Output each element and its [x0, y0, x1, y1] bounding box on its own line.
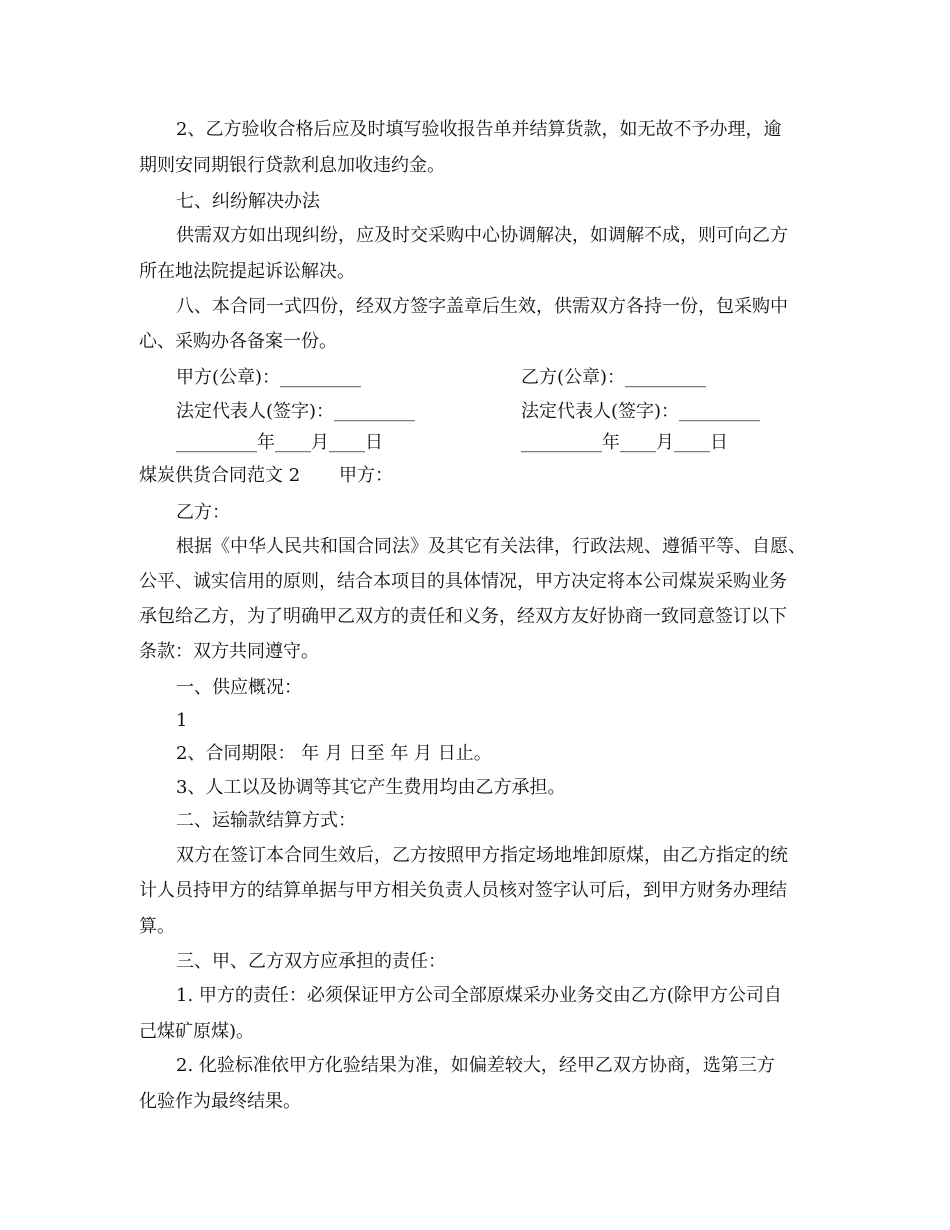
heading-settlement: 二、运输款结算方式：	[176, 810, 356, 831]
settlement-line3: 算。	[139, 916, 175, 937]
intro-line1: 根据《中华人民共和国合同法》及其它有关法律，行政法规、遵循平等、自愿、	[176, 536, 806, 557]
paragraph-copies-line1: 八、本合同一式四份，经双方签字盖章后生效，供需双方各持一份，包采购中	[176, 296, 788, 317]
party-a-date: _________年____月____日	[176, 432, 383, 453]
heading-supply-overview: 一、供应概况：	[176, 677, 302, 698]
duty-2-line1: 2. 化验标准依甲方化验结果为准，如偏差较大，经甲乙双方协商，选第三方	[176, 1055, 775, 1076]
intro-line2: 公平、诚实信用的原则，结合本项目的具体情况，甲方决定将本公司煤炭采购业务	[139, 571, 787, 592]
duty-2-line2: 化验作为最终结果。	[139, 1091, 301, 1112]
document-title-2: 煤炭供货合同范文 2	[139, 465, 301, 486]
supply-item-1: 1	[176, 710, 188, 731]
intro-line3: 承包给乙方，为了明确甲乙双方的责任和义务，经双方友好协商一致同意签订以下	[139, 606, 787, 627]
party-a-label: 甲方：	[339, 465, 393, 486]
paragraph-acceptance-line1: 2、乙方验收合格后应及时填写验收报告单并结算货款，如无故不予办理，逾	[176, 119, 782, 140]
party-b-date: _________年____月____日	[521, 432, 728, 453]
paragraph-acceptance-line2: 期则安同期银行贷款利息加收违约金。	[139, 155, 445, 176]
party-a-representative: 法定代表人(签字)：_________	[176, 401, 416, 422]
duty-1-line1: 1. 甲方的责任：必须保证甲方公司全部原煤采办业务交由乙方(除甲方公司自	[176, 985, 782, 1006]
heading-dispute: 七、纠纷解决办法	[176, 191, 320, 212]
settlement-line2: 计人员持甲方的结算单据与甲方相关负责人员核对签字认可后，到甲方财务办理结	[139, 880, 787, 901]
party-b-label: 乙方：	[176, 502, 230, 523]
paragraph-dispute-line1: 供需双方如出现纠纷，应及时交采购中心协调解决，如调解不成，则可向乙方	[176, 225, 788, 246]
supply-item-3: 3、人工以及协调等其它产生费用均由乙方承担。	[176, 777, 566, 798]
intro-line4: 条款：双方共同遵守。	[139, 641, 319, 662]
settlement-line1: 双方在签订本合同生效后，乙方按照甲方指定场地堆卸原煤，由乙方指定的统	[176, 845, 788, 866]
supply-item-2: 2、合同期限： 年 月 日至 年 月 日止。	[176, 743, 492, 764]
paragraph-dispute-line2: 所在地法院提起诉讼解决。	[139, 261, 355, 282]
party-a-seal: 甲方(公章)：_________	[176, 367, 362, 388]
paragraph-copies-line2: 心、采购办各备案一份。	[139, 331, 337, 352]
duty-1-line2: 己煤矿原煤)。	[139, 1021, 255, 1042]
party-b-representative: 法定代表人(签字)：_________	[521, 401, 761, 422]
party-b-seal: 乙方(公章)：_________	[521, 367, 707, 388]
heading-responsibilities: 三、甲、乙方双方应承担的责任：	[176, 951, 446, 972]
